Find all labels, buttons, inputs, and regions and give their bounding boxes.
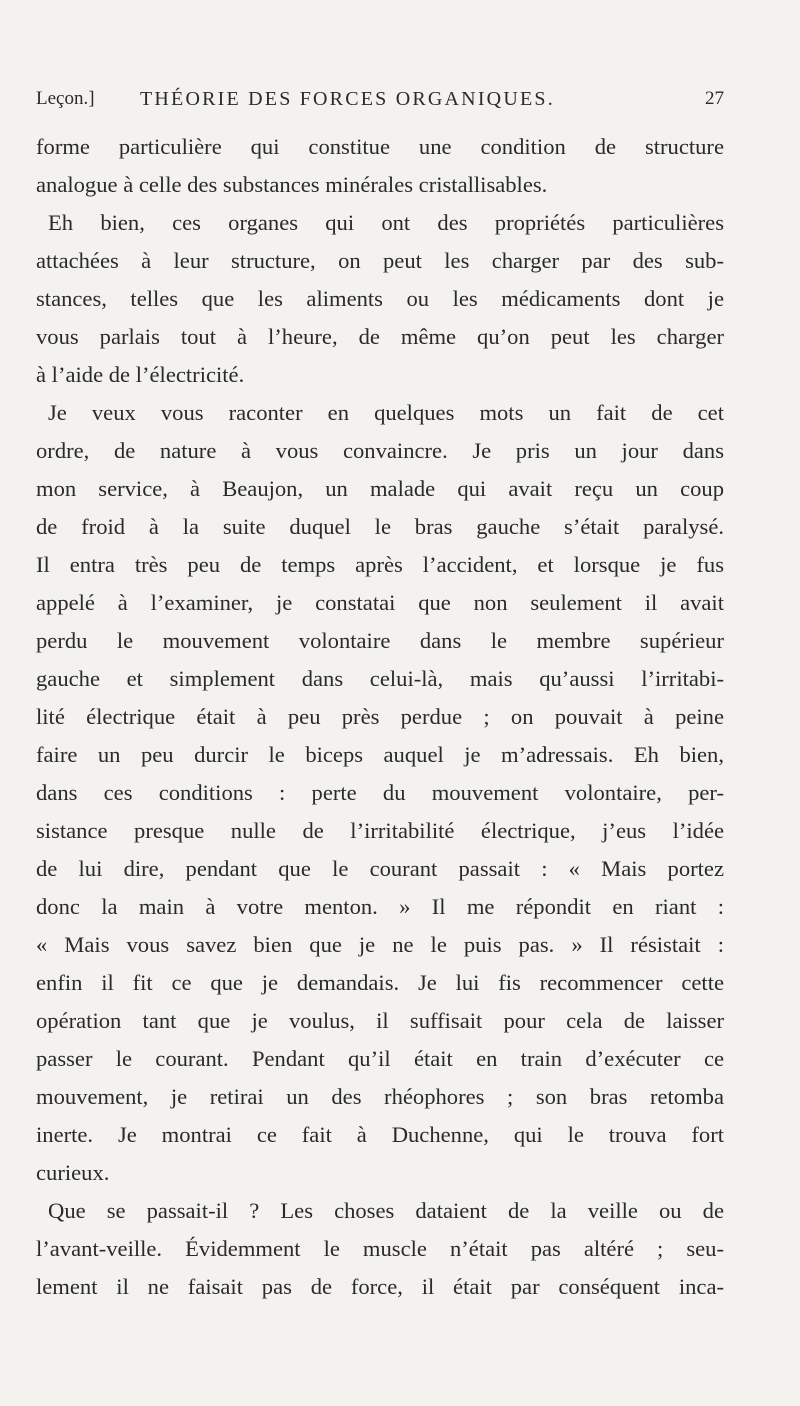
text-line: curieux. xyxy=(36,1160,110,1185)
text-line: sistance presque nulle de l’irritabilité électrique, j’eus l’idée xyxy=(36,818,724,843)
text-line: de froid à la suite duquel le bras gauche s’était paralysé. xyxy=(36,514,724,539)
text-line: faire un peu durcir le biceps auquel je m’adressais. Eh bien, xyxy=(36,742,724,767)
text-line: dans ces conditions : perte du mouvement volontaire, per- xyxy=(36,780,724,805)
text-line: de lui dire, pendant que le courant passait : « Mais portez xyxy=(36,856,724,881)
text-line: enfin il fit ce que je demandais. Je lui fis recommencer cette xyxy=(36,970,724,995)
text-line: « Mais vous savez bien que je ne le puis pas. » Il résistait : xyxy=(36,932,724,957)
text-line: appelé à l’examiner, je constatai que non seulement il avait xyxy=(36,590,724,615)
text-line: stances, telles que les aliments ou les médicaments dont je xyxy=(36,286,724,311)
running-title: THÉORIE DES FORCES ORGANIQUES. xyxy=(140,88,555,110)
text-line: lement il ne faisait pas de force, il était par conséquent inca- xyxy=(36,1274,724,1299)
body-text xyxy=(36,128,724,1306)
text-line: vous parlais tout à l’heure, de même qu’on peut les charger xyxy=(36,324,724,349)
text-line: Il entra très peu de temps après l’accident, et lorsque je fus xyxy=(36,552,724,577)
text-line: Eh bien, ces organes qui ont des propriétés particulières xyxy=(48,210,724,235)
paragraph xyxy=(36,1192,724,1306)
text-line: ordre, de nature à vous convaincre. Je pris un jour dans xyxy=(36,438,724,463)
text-line: donc la main à votre menton. » Il me répondit en riant : xyxy=(36,894,724,919)
text-line: perdu le mouvement volontaire dans le membre supérieur xyxy=(36,628,724,653)
paragraph xyxy=(36,128,724,204)
text-line: attachées à leur structure, on peut les charger par des sub- xyxy=(36,248,724,273)
page-number: 27 xyxy=(705,88,724,109)
text-line: analogue à celle des substances minérales cristallisables. xyxy=(36,172,548,197)
text-line: inerte. Je montrai ce fait à Duchenne, qui le trouva fort xyxy=(36,1122,724,1147)
text-line: forme particulière qui constitue une condition de structure xyxy=(36,134,724,159)
paragraph xyxy=(36,204,724,394)
text-line: Que se passait-il ? Les choses dataient de la veille ou de xyxy=(48,1198,724,1223)
text-line: à l’aide de l’électricité. xyxy=(36,362,245,387)
text-line: passer le courant. Pendant qu’il était en train d’exécuter ce xyxy=(36,1046,724,1071)
section-marker: Leçon.] xyxy=(36,88,95,109)
text-line: lité électrique était à peu près perdue ; on pouvait à peine xyxy=(36,704,724,729)
text-line: opération tant que je voulus, il suffisait pour cela de laisser xyxy=(36,1008,724,1033)
text-line: mouvement, je retirai un des rhéophores ; son bras retomba xyxy=(36,1084,724,1109)
text-line: l’avant-veille. Évidemment le muscle n’était pas altéré ; seu- xyxy=(36,1236,724,1261)
paragraph xyxy=(36,394,724,1192)
text-line: gauche et simplement dans celui-là, mais qu’aussi l’irritabi- xyxy=(36,666,724,691)
text-line: Je veux vous raconter en quelques mots un fait de cet xyxy=(48,400,724,425)
running-header xyxy=(36,88,724,118)
text-line: mon service, à Beaujon, un malade qui avait reçu un coup xyxy=(36,476,724,501)
